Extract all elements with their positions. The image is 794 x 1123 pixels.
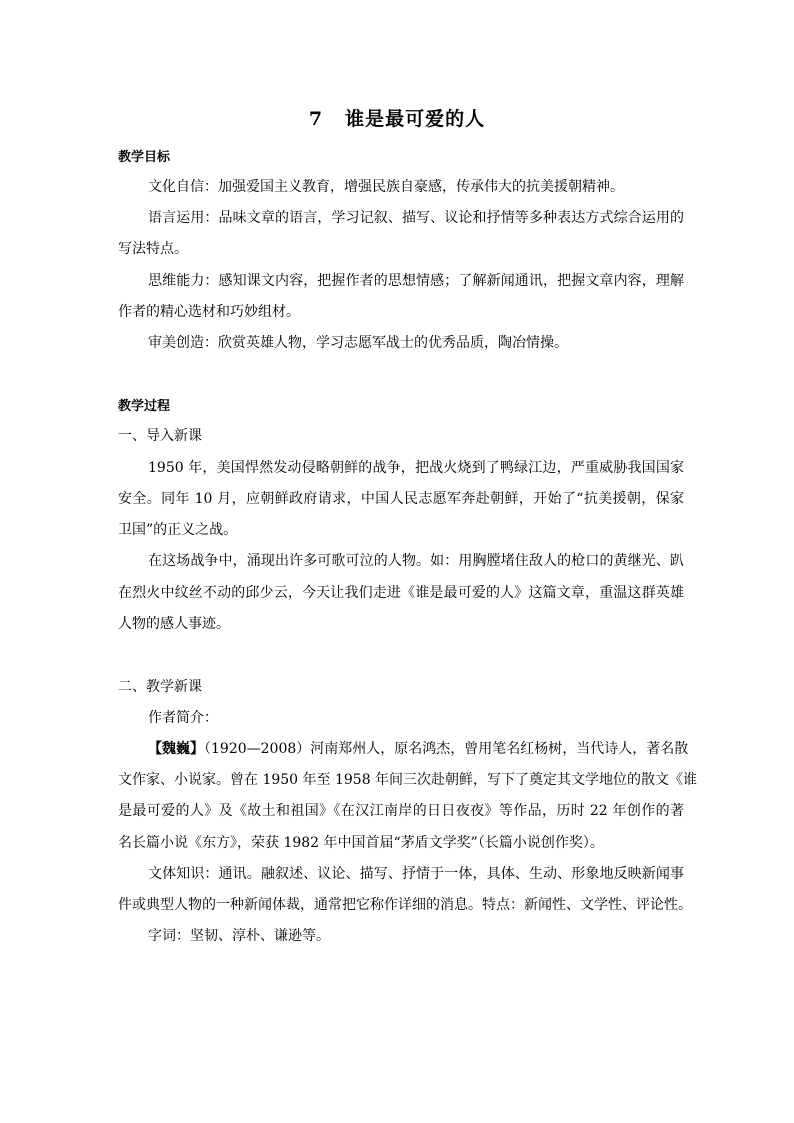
author-line-4: 名长篇小说《东方》，荣获 1982 年中国首届“茅盾文学奖”（长篇小说创作奖）。	[118, 835, 604, 851]
objective-culture: 文化自信：加强爱国主义教育，增强民族自豪感，传承伟大的抗美援朝精神。	[148, 179, 624, 195]
intro-paragraph-2: 在这场战争中，涌现出许多可歌可泣的人物。如：用胸膛堵住敌人的枪口的黄继光、趴	[148, 553, 684, 569]
intro-paragraph-2-cont: 在烈火中纹丝不动的邱少云，今天让我们走进《谁是最可爱的人》这篇文章，重温这群英雄	[118, 585, 684, 601]
author-intro-label: 作者简介：	[148, 710, 218, 726]
intro-paragraph-1: 1950 年，美国悍然发动侵略朝鲜的战争，把战火烧到了鸭绿江边，严重威胁我国国家	[148, 460, 684, 476]
objective-aesthetic: 审美创造：欣赏英雄人物，学习志愿军战士的优秀品质，陶冶情操。	[148, 335, 568, 351]
lesson-number: 7	[308, 108, 324, 130]
vocab-line: 字词：坚韧、淳朴、谦逊等。	[148, 928, 330, 944]
objective-thinking: 思维能力：感知课文内容，把握作者的思想情感；了解新闻通讯，把握文章内容，理解	[148, 273, 684, 289]
genre-line-2: 件或典型人物的一种新闻体裁，通常把它称作详细的消息。特点：新闻性、文学性、评论性。	[118, 897, 692, 913]
intro-paragraph-1-cont: 安全。同年 10 月，应朝鲜政府请求，中国人民志愿军奔赴朝鲜，开始了“抗美援朝，保家	[118, 491, 684, 507]
lesson-title	[0, 104, 794, 131]
objective-language-cont: 写法特点。	[118, 241, 188, 257]
author-name: 【魏巍】	[148, 741, 204, 757]
author-line-1: （1920—2008）河南郑州人，原名鸿杰，曾用笔名红杨树，当代诗人，著名散	[204, 741, 689, 757]
author-line-2: 文作家、小说家。曾在 1950 年至 1958 年间三次赴朝鲜，写下了奠定其文学地位的散文《谁	[118, 772, 698, 788]
intro-paragraph-1-end: 卫国”的正义之战。	[118, 522, 238, 538]
intro-paragraph-2-end: 人物的感人事迹。	[118, 616, 230, 632]
objective-language: 语言运用：品味文章的语言，学习记叙、描写、议论和抒情等多种表达方式综合运用的	[148, 210, 684, 226]
section-heading-objectives: 教学目标	[118, 150, 171, 165]
lesson-title-text: 谁是最可爱的人	[345, 108, 486, 130]
author-line-3: 是最可爱的人》及《故土和祖国》《在汉江南岸的日日夜夜》等作品，历时 22 年创作的著	[118, 803, 684, 819]
section-heading-process: 教学过程	[118, 399, 171, 414]
part1-heading: 一、导入新课	[118, 428, 202, 444]
genre-line-1: 文体知识：通讯。融叙述、议论、描写、抒情于一体，具体、生动、形象地反映新闻事	[148, 866, 684, 882]
objective-thinking-cont: 作者的精心选材和巧妙组材。	[118, 304, 300, 320]
part2-heading: 二、教学新课	[118, 679, 202, 695]
author-paragraph	[148, 738, 689, 758]
